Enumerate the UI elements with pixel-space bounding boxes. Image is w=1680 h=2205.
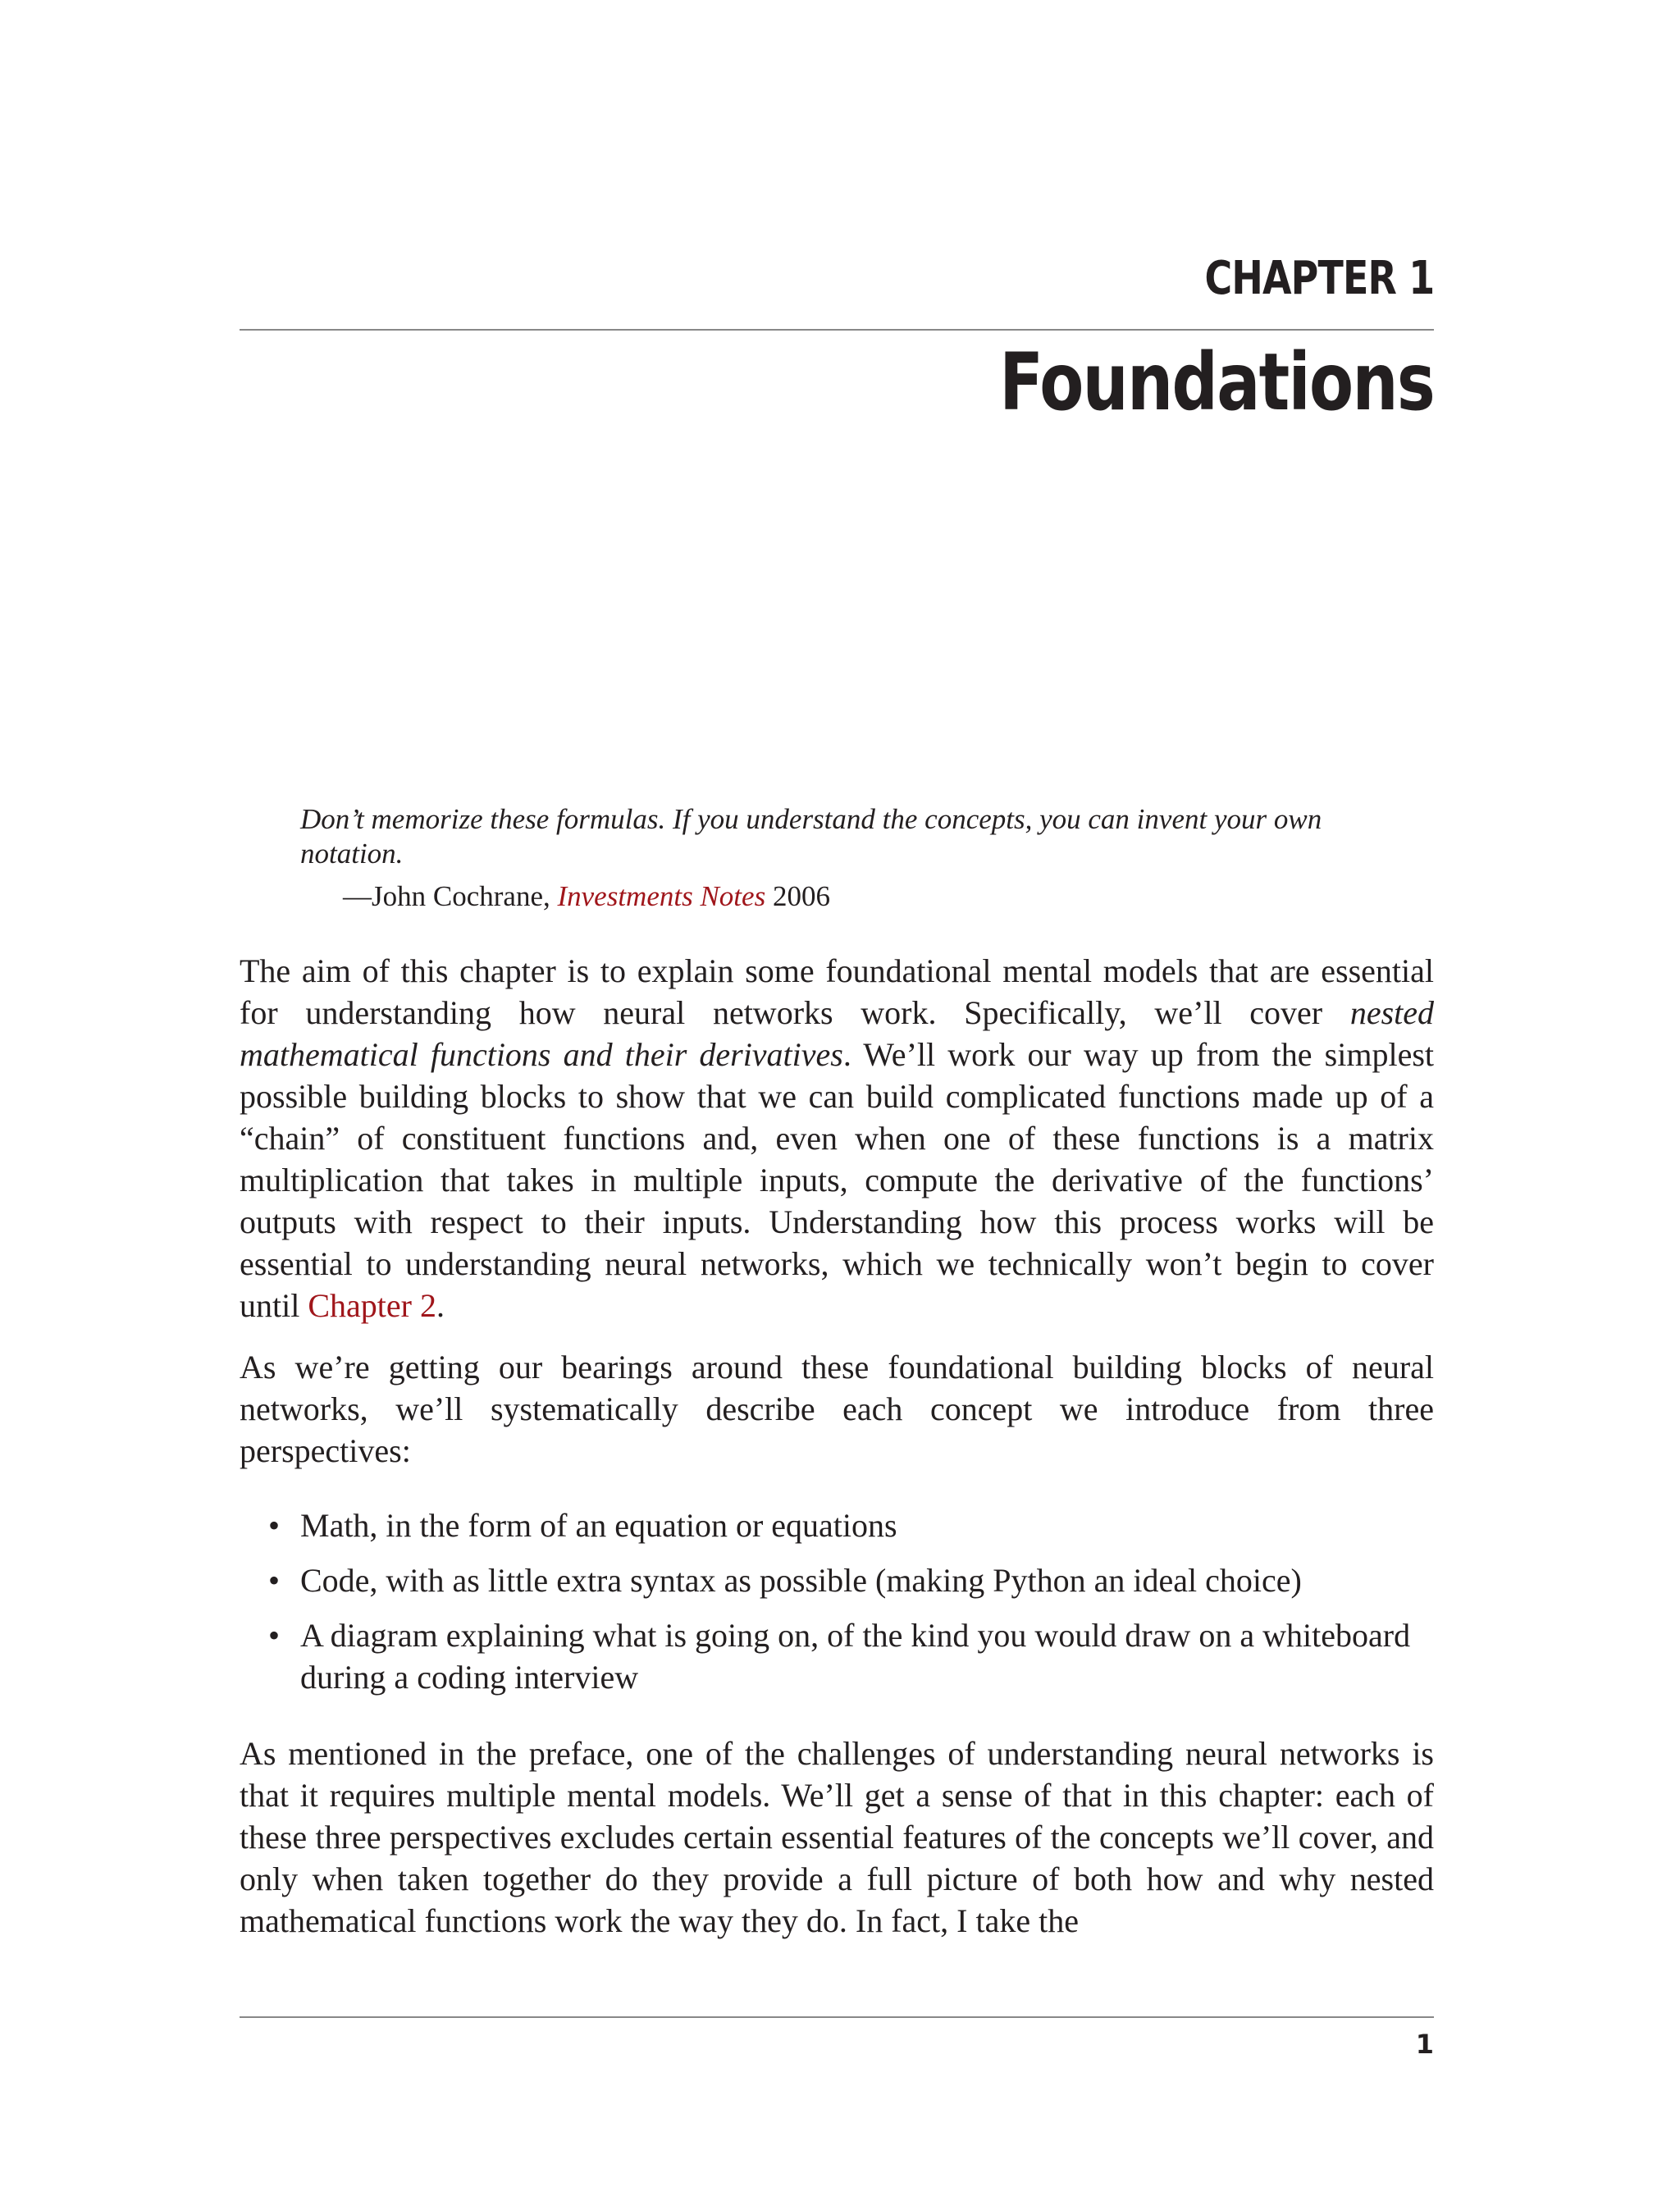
chapter-rule bbox=[240, 329, 1434, 331]
paragraph-intro-part2: . We’ll work our way up from the simplest possible building blocks to show that we can build complicated functions made up of a “chain” of constituent functions and, even when one of these functions is a matrix multiplication that takes in multiple inputs, compute the derivative of the functions’ outputs with respect to their inputs. Understanding how this process works will be essential to understanding neural networks, which we technically won’t begin to cover until bbox=[240, 1036, 1434, 1324]
epigraph-source-link[interactable]: Investments Notes bbox=[557, 880, 766, 912]
attribution-year: 2006 bbox=[765, 880, 830, 912]
list-item bbox=[268, 1504, 1434, 1546]
chapter-title: Foundations bbox=[999, 336, 1434, 428]
bullet-icon: • bbox=[268, 1562, 281, 1599]
paragraph-perspectives: As we’re getting our bearings around these foundational building blocks of neural networks, we’ll systematically describe each concept we introduce from three perspectives: bbox=[240, 1349, 1434, 1469]
perspectives-list bbox=[240, 1504, 1434, 1698]
paragraph-intro-part3: . bbox=[436, 1287, 445, 1324]
list-item bbox=[268, 1614, 1434, 1698]
bullet-icon: • bbox=[268, 1507, 281, 1544]
paragraph-intro-part1: The aim of this chapter is to explain some foundational mental models that are essential for understanding how neural networks work. Specifically, we’ll cover bbox=[240, 952, 1434, 1031]
chapter-label: CHAPTER 1 bbox=[1204, 252, 1434, 305]
paragraph-mental-models: As mentioned in the preface, one of the challenges of understanding neural networks is that it requires multiple mental models. We’ll get a sense of that in this chapter: each of these three perspectives excludes certain essential features of the concepts we’ll cover, and only when taken together do they provide a full picture of both how and why nested mathematical functions work the way they do. In fact, I take the bbox=[240, 1735, 1434, 1939]
list-item bbox=[268, 1559, 1434, 1601]
list-item-text: Code, with as little extra syntax as possible (making Python an ideal choice) bbox=[300, 1562, 1302, 1599]
epigraph-attribution bbox=[300, 879, 1367, 914]
list-item-text: A diagram explaining what is going on, of the kind you would draw on a whiteboard during a coding interview bbox=[300, 1617, 1411, 1696]
epigraph-quote: Don’t memorize these formulas. If you understand the concepts, you can invent your own notation. bbox=[300, 803, 1322, 870]
bullet-icon: • bbox=[268, 1617, 281, 1654]
page-number: 1 bbox=[1415, 2029, 1434, 2060]
body-text bbox=[240, 950, 1434, 1961]
epigraph bbox=[300, 802, 1367, 914]
chapter-2-link[interactable]: Chapter 2 bbox=[308, 1287, 436, 1324]
footer-rule bbox=[240, 2016, 1434, 2018]
list-item-text: Math, in the form of an equation or equations bbox=[300, 1507, 897, 1544]
paragraph-intro-emphasis: nested mathematical functions and their derivatives bbox=[240, 994, 1434, 1073]
paragraph-intro bbox=[240, 950, 1434, 1326]
attribution-author: —John Cochrane, bbox=[343, 880, 558, 912]
